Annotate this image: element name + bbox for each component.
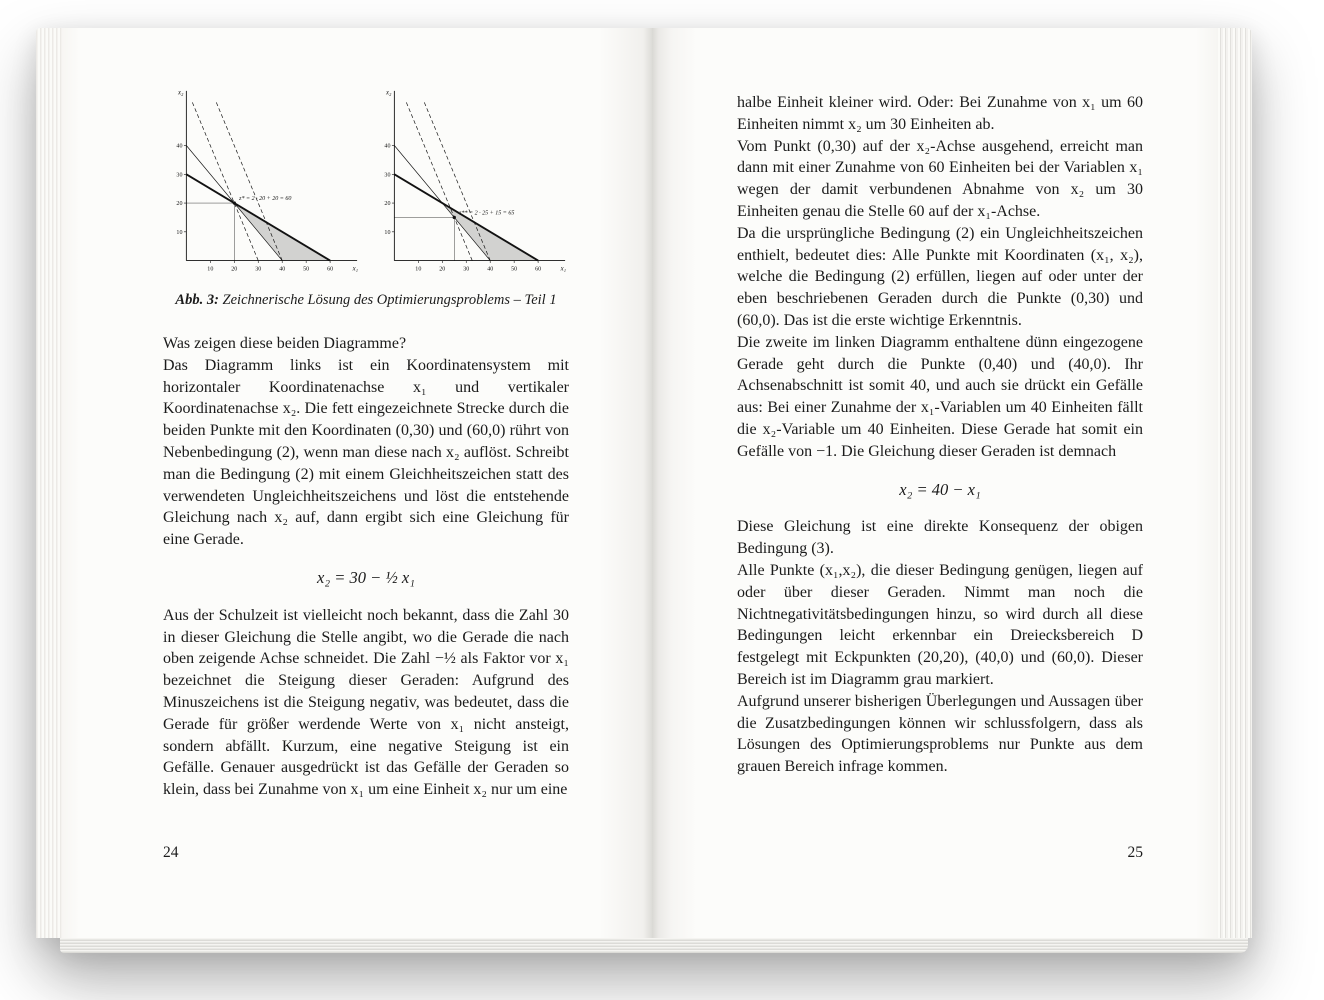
svg-text:40: 40 [384, 143, 391, 150]
optimum-label: z* = 2 · 20 + 20 = 60 [239, 196, 292, 203]
figure-caption [163, 292, 569, 309]
paragraph: Diese Gleichung ist eine direkte Konsequenz der obigen Bedingung (3). [737, 518, 1143, 558]
paragraph: Aus der Schulzeit ist vielleicht noch bekannt, dass die Zahl 30 in dieser Gleichung die Stelle angibt, wo die Gerade die nach oben zeigende Achse schneidet. Die Zahl −½ als Faktor vor x₁ bezeichnet die Steigung dieser Geraden: Aufgrund des Minuszeichens ist die Steigung negativ, was bedeutet, dass die Gerade für größer werdende Werte von x₁ nicht ansteigt, sondern abfällt. Kurzum, eine negative Steigung ist ein Gefälle. Genauer ausgedrückt ist das Gefälle der Geraden so klein, dass bei Zunahme von x₁ um eine Einheit x₂ nur um eine [163, 606, 569, 799]
svg-text:40: 40 [176, 143, 183, 150]
book-pages [36, 28, 1252, 938]
paragraph: Aufgrund unserer bisherigen Überlegungen und Aussagen über die Zusatzbedingungen können wir schlussfolgern, dass als Lösungen des Optimierungsproblems nur Punkte aus dem grauen Bereich infrage kommen. [737, 692, 1143, 776]
right-page-text-column [737, 92, 1143, 778]
svg-text:50: 50 [511, 266, 518, 273]
paragraph: Was zeigen diese beiden Diagramme? [163, 335, 407, 352]
svg-text:40: 40 [487, 266, 494, 273]
equation-line: x₂ = 40 − x₁ [899, 479, 981, 499]
optimum-point [453, 216, 456, 219]
nebenbedingung-3 [394, 146, 490, 261]
figure-abb-3 [161, 84, 569, 284]
bottom-page-stack-edge [60, 938, 1248, 953]
page-number-right: 25 [1127, 844, 1143, 861]
paragraph: Vom Punkt (0,30) auf der x₂-Achse ausgehend, erreicht man dann mit einer Zunahme von 60 Einheiten bei der Variablen x₁ wegen der damit verbundenen Abnahme von x₂ um 30 Einheiten genau die Stelle 60 auf der x₁-Achse. [737, 137, 1143, 220]
left-page-stack-edge [36, 28, 62, 938]
svg-text:30: 30 [176, 172, 183, 179]
svg-text:60: 60 [327, 266, 334, 273]
svg-text:x₁: x₁ [352, 265, 359, 273]
equation-line: x₂ = 30 − ½ x₁ [317, 567, 415, 587]
figure-caption-label: Abb. 3: [175, 292, 219, 308]
svg-text:20: 20 [176, 201, 183, 208]
svg-text:50: 50 [303, 266, 310, 273]
optimization-diagram-left [161, 84, 361, 284]
right-page-stack-edge [1218, 28, 1252, 938]
svg-text:30: 30 [463, 266, 470, 273]
svg-text:60: 60 [535, 266, 542, 273]
page-24 [62, 28, 652, 938]
optimum-point [233, 201, 236, 204]
svg-text:20: 20 [231, 266, 238, 273]
svg-text:10: 10 [415, 266, 422, 273]
paragraph: Das Diagramm links ist ein Koordinatensystem mit horizontaler Koordinatenachse x₁ und vertikaler Koordinatenachse x₂. Die fett eingezeichnete Strecke durch die beiden Punkte mit den Koordinaten (0,30) und (60,0) rührt von Nebenbedingung (2), wenn man diese nach x₂ auflöst. Schreibt man die Bedingung (2) mit einem Gleichheitszeichen statt des verwendeten Ungleichheitszeichens und löst die entstehende Gleichung nach x₂ auf, dann ergibt sich eine Gleichung für eine Gerade. [163, 356, 569, 549]
optimum-label: z** = 2 · 25 + 15 = 65 [459, 210, 515, 217]
paragraph: Da die ursprüngliche Bedingung (2) ein Ungleichheitszeichen enthielt, bedeutet dies: Alle Punkte mit Koordinaten (x₁, x₂), welche die Bedingung (2) erfüllen, liegen auf oder unter der eben beschriebenen Geraden durch die Punkte (0,30) und (60,0). Das ist die erste wichtige Erkenntnis. [737, 224, 1143, 329]
svg-text:20: 20 [384, 201, 391, 208]
svg-text:20: 20 [439, 266, 446, 273]
page-25 [652, 28, 1218, 938]
zielfunktion-z-60 [192, 102, 258, 260]
svg-text:10: 10 [207, 266, 214, 273]
paragraph: Die zweite im linken Diagramm enthaltene dünn eingezogene Gerade geht durch die Punkte (0,40) und (40,0). Ihr Achsenabschnitt ist somit 40, und auch sie drückt ein Gefälle aus: Bei einer Zunahme der x₁-Variablen um 40 Einheiten fällt die x₂-Variable um 40 Einheiten. Diese Gerade hat somit ein Gefälle von −1. Die Gleichung dieser Geraden ist demnach [737, 333, 1143, 460]
paragraph: halbe Einheit kleiner wird. Oder: Bei Zunahme von x₁ um 60 Einheiten nimmt x₂ um 30 Einheiten ab. [737, 94, 1143, 133]
svg-text:30: 30 [255, 266, 262, 273]
nebenbedingung-2 [186, 174, 330, 260]
left-page-text-column [163, 333, 569, 801]
svg-text:x₂: x₂ [386, 89, 392, 97]
paragraph: Alle Punkte (x₁,x₂), die dieser Bedingung genügen, liegen auf oder über dieser Geraden. Nimmt man noch die Nichtnegativitätsbedingungen hinzu, so wird durch all diese Bedingungen leicht erkennbar ein Dreiecksbereich D festgelegt mit Eckpunkten (20,20), (40,0) und (60,0). Dieser Bereich ist im Diagramm grau markiert. [737, 561, 1143, 688]
zielfunktion-z-65 [406, 102, 472, 260]
svg-text:x₂: x₂ [178, 89, 184, 97]
svg-text:10: 10 [176, 229, 183, 236]
svg-text:x₁: x₁ [560, 265, 567, 273]
svg-text:30: 30 [384, 172, 391, 179]
open-book [36, 28, 1252, 953]
svg-text:10: 10 [384, 229, 391, 236]
page-number-left: 24 [163, 844, 179, 861]
optimization-diagram-right [369, 84, 569, 284]
figure-caption-text: Zeichnerische Lösung des Optimierungsproblems – Teil 1 [218, 292, 557, 308]
svg-text:40: 40 [279, 266, 286, 273]
